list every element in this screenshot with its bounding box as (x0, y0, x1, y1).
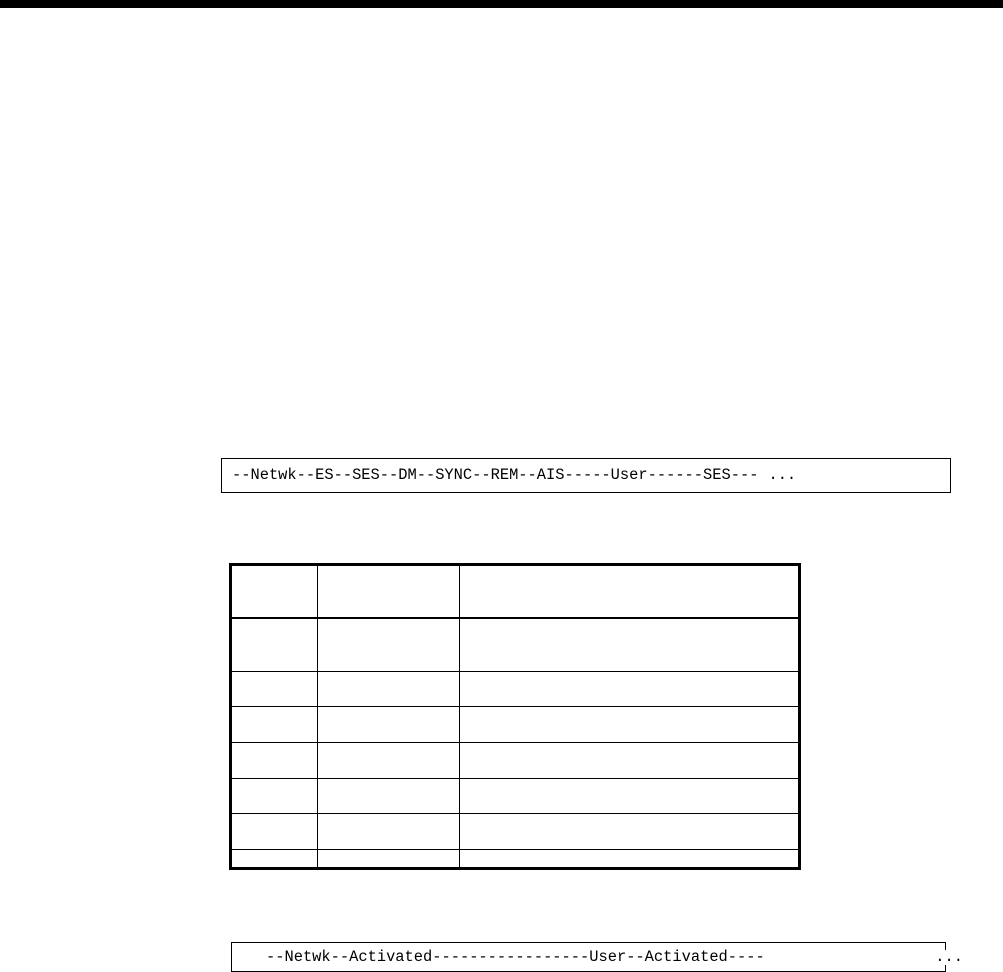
table-row (232, 814, 798, 850)
table-cell (317, 707, 459, 743)
table-row (232, 707, 798, 743)
activation-sequence-ellipsis: ... (935, 948, 963, 966)
table-row (232, 671, 798, 707)
table-row (232, 618, 798, 671)
layer-sequence-ellipsis: ... (768, 465, 797, 484)
layer-sequence-box (221, 458, 951, 493)
table-cell (317, 814, 459, 850)
activation-sequence-text: --Netwk--Activated-----------------User--Activated---- (266, 948, 765, 966)
table-header-row (232, 566, 798, 618)
activation-sequence-box (231, 942, 963, 972)
table-cell (232, 814, 317, 850)
table-cell (317, 671, 459, 707)
table-header-cell (232, 566, 317, 618)
table-cell (459, 671, 798, 707)
table-cell (459, 707, 798, 743)
data-table-frame (229, 563, 801, 870)
table-cell (459, 618, 798, 671)
table-row (232, 849, 798, 867)
layer-sequence-text: --Netwk--ES--SES--DM--SYNC--REM--AIS-----User------SES--- (232, 465, 759, 484)
table-cell (232, 849, 317, 867)
table-cell (317, 618, 459, 671)
table-cell (232, 707, 317, 743)
table-cell (232, 742, 317, 778)
top-rule (0, 0, 1003, 8)
data-table (232, 566, 798, 867)
table-cell (317, 742, 459, 778)
table-cell (232, 778, 317, 814)
table-cell (232, 618, 317, 671)
table-row (232, 778, 798, 814)
table-header-cell (317, 566, 459, 618)
table-cell (459, 742, 798, 778)
table-cell (317, 778, 459, 814)
table-cell (459, 849, 798, 867)
table-row (232, 742, 798, 778)
table-cell (317, 849, 459, 867)
table-cell (459, 778, 798, 814)
table-header-cell (459, 566, 798, 618)
table-cell (232, 671, 317, 707)
table-cell (459, 814, 798, 850)
